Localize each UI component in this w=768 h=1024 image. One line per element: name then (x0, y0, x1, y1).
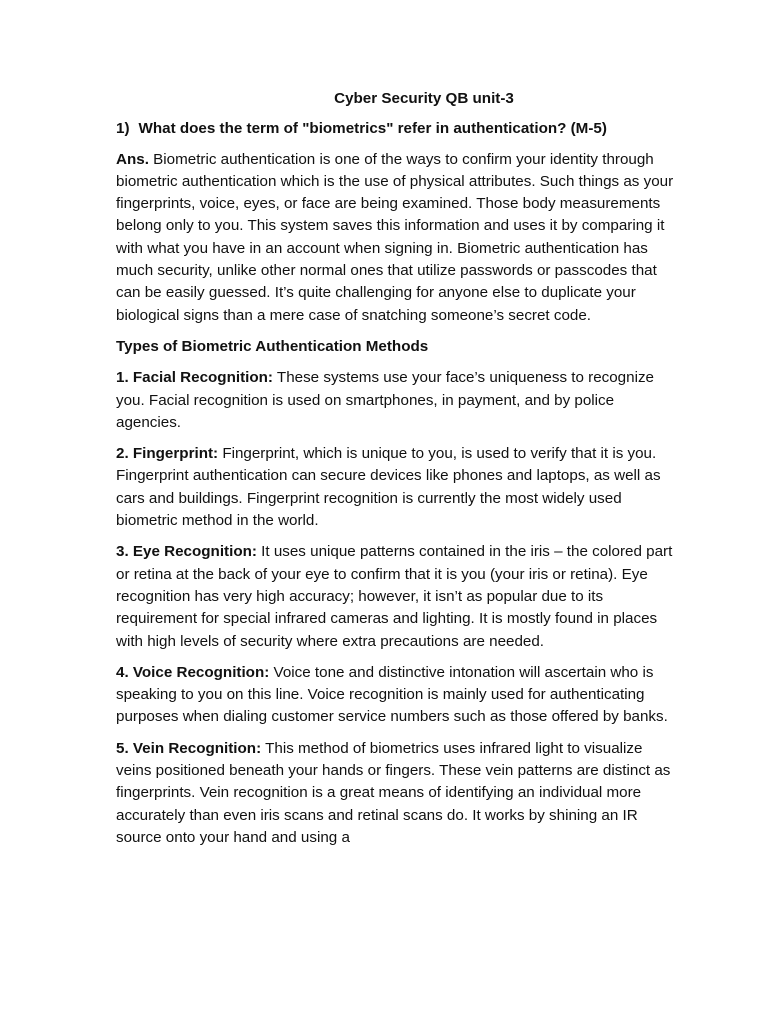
method-text: Fingerprint, which is unique to you, is used to verify that it is you. Fingerprint authentication can secure devices like phones and laptops, as well as cars and buildings. Fingerprint recognition is currently the most widely used biometric method in the world. (116, 445, 661, 530)
types-heading: Types of Biometric Authentication Methods (116, 337, 429, 355)
method-fingerprint (116, 443, 678, 532)
method-title: 1. Facial Recognition: (116, 369, 273, 387)
method-eye-recognition (116, 541, 678, 652)
method-voice-recognition (116, 662, 678, 729)
method-text: These systems use your face’s uniqueness to recognize you. Facial recognition is used on smartphones, in payment, and by police agencies. (116, 369, 654, 431)
method-vein-recognition (116, 738, 678, 849)
method-text: Voice tone and distinctive intonation will ascertain who is speaking to you on this line. Voice recognition is mainly used for authenticating purposes when dialing customer service numbers such as those offered by banks. (116, 663, 668, 726)
method-title: 2. Fingerprint: (116, 445, 219, 463)
method-text: This method of biometrics uses infrared light to visualize veins positioned beneath your hands or fingers. These vein patterns are distinct as fingerprints. Vein recognition is a great means of identifying an individual more accurately than even iris scans and retinal scans do. It works by shining an IR source onto your hand and using a (116, 739, 671, 846)
method-title: 5. Vein Recognition: (116, 739, 262, 757)
method-facial-recognition (116, 367, 678, 434)
method-title: 4. Voice Recognition: (116, 663, 270, 681)
question-1 (116, 118, 678, 140)
method-title: 3. Eye Recognition: (116, 543, 257, 561)
answer-paragraph (116, 149, 678, 327)
question-number: 1) (116, 120, 130, 138)
method-text: It uses unique patterns contained in the iris – the colored part or retina at the back of your eye to confirm that it is you (your iris or retina). Eye recognition has very high accuracy; however, it isn’t as popular due to its requirement for special infrared cameras and lighting. It is mostly found in places with high levels of security where extra precautions are needed. (116, 543, 673, 650)
document-title: Cyber Security QB unit-3 (334, 90, 514, 107)
question-text: What does the term of "biometrics" refer in authentication? (M-5) (138, 120, 607, 138)
answer-text: Biometric authentication is one of the ways to confirm your identity through biometric authentication which is the use of physical attributes. Such things as your fingerprints, voice, eyes, or face are being examined. Those body measurements belong only to you. This system saves this information and uses it by comparing it with what you have in an account when signing in. Biometric authentication has much security, unlike other normal ones that utilize passwords or passcodes that can be easily guessed. It’s quite challenging for anyone else to duplicate your biological signs than a mere case of snatching someone’s secret code. (116, 150, 674, 324)
answer-label: Ans. (116, 150, 149, 168)
document-page (116, 88, 678, 858)
